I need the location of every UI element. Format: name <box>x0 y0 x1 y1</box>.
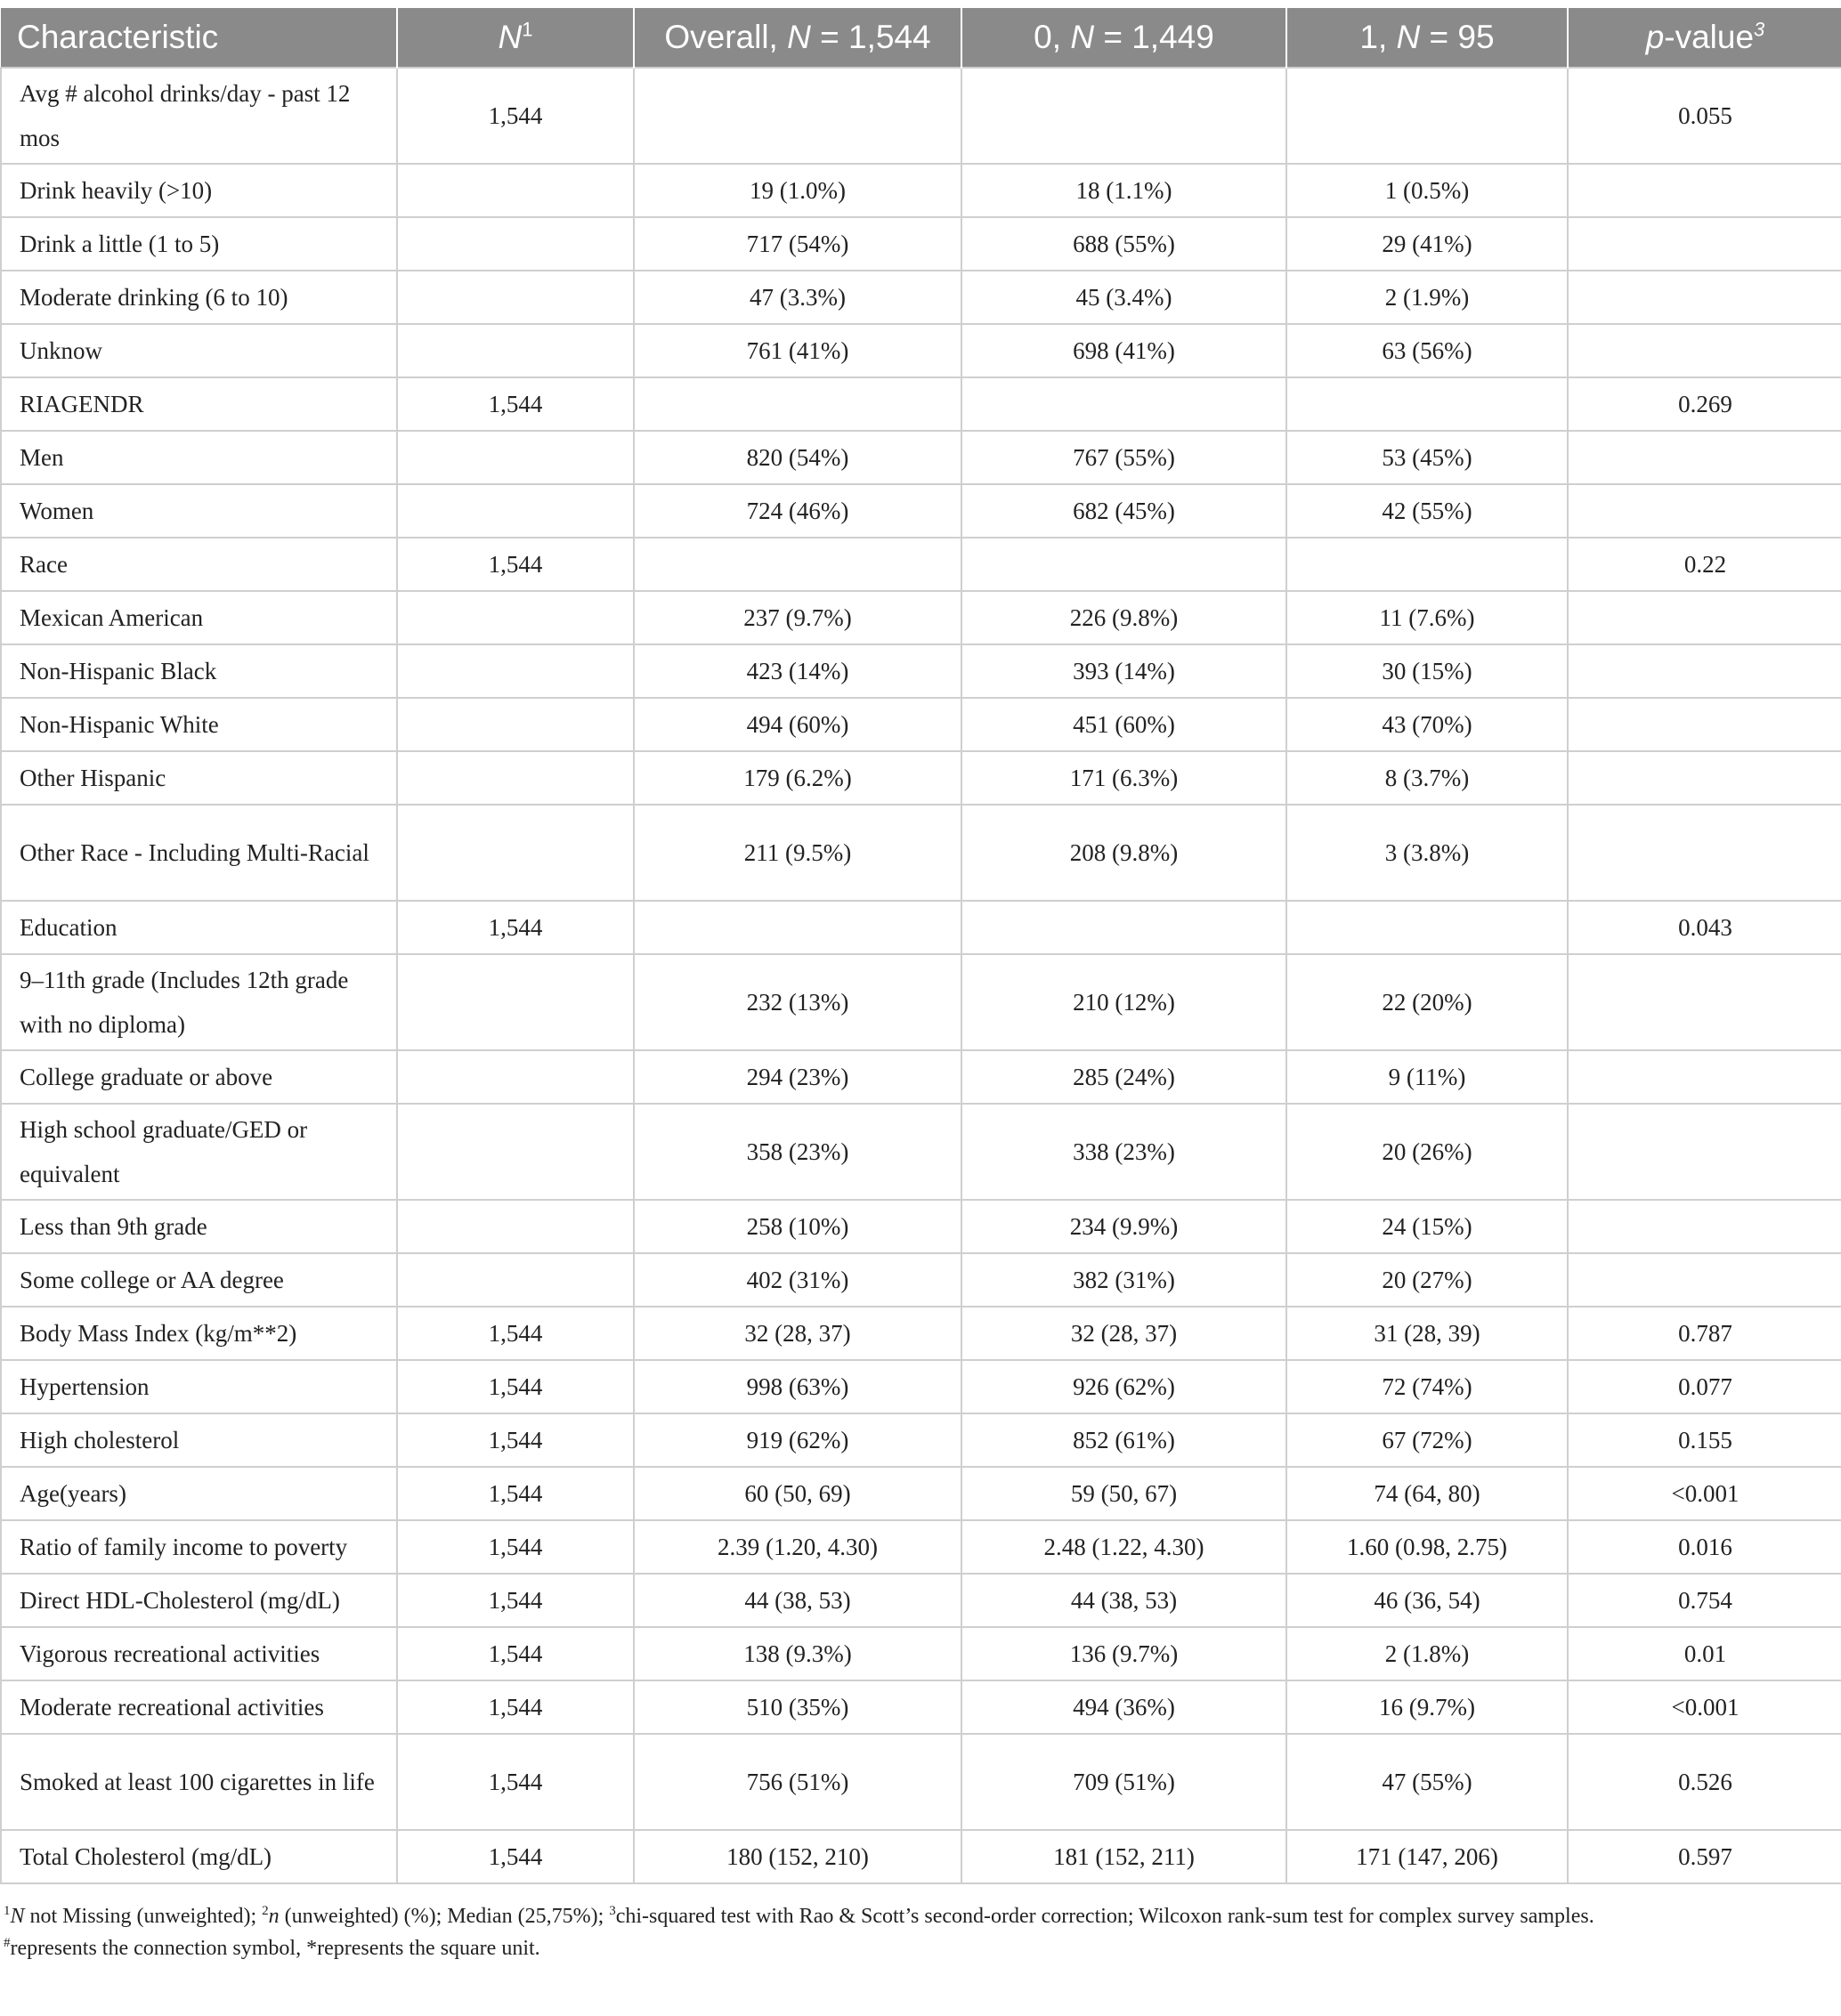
characteristics-table <box>0 8 1841 1884</box>
cell-characteristic: Other Race - Including Multi-Racial <box>1 805 397 901</box>
cell-group-0 <box>961 68 1286 164</box>
cell-overall <box>634 538 961 591</box>
cell-group-1: 72 (74%) <box>1286 1360 1568 1413</box>
table-row <box>1 751 1841 805</box>
cell-p-value: 0.077 <box>1568 1360 1841 1413</box>
table-row <box>1 1307 1841 1360</box>
cell-n <box>397 698 634 751</box>
cell-characteristic: College graduate or above <box>1 1050 397 1104</box>
table-row <box>1 644 1841 698</box>
cell-group-0: 18 (1.1%) <box>961 164 1286 217</box>
cell-characteristic: Moderate drinking (6 to 10) <box>1 271 397 324</box>
cell-n <box>397 324 634 377</box>
col-group-1: 1, N = 95 <box>1286 8 1568 68</box>
cell-group-0: 852 (61%) <box>961 1413 1286 1467</box>
cell-characteristic: Drink heavily (>10) <box>1 164 397 217</box>
cell-group-1 <box>1286 901 1568 954</box>
cell-p-value: 0.155 <box>1568 1413 1841 1467</box>
cell-group-0: 382 (31%) <box>961 1253 1286 1307</box>
table-row <box>1 1050 1841 1104</box>
cell-p-value <box>1568 1104 1841 1200</box>
cell-overall: 237 (9.7%) <box>634 591 961 644</box>
cell-p-value: 0.597 <box>1568 1830 1841 1883</box>
table-row <box>1 68 1841 164</box>
cell-group-0: 338 (23%) <box>961 1104 1286 1200</box>
col-n: $N^1$ <box>397 8 634 68</box>
cell-group-1: 1 (0.5%) <box>1286 164 1568 217</box>
cell-group-1: 42 (55%) <box>1286 484 1568 538</box>
table-row <box>1 805 1841 901</box>
table-row <box>1 538 1841 591</box>
cell-group-1: 2 (1.8%) <box>1286 1627 1568 1680</box>
cell-group-1 <box>1286 68 1568 164</box>
cell-characteristic: Body Mass Index (kg/m**2) <box>1 1307 397 1360</box>
cell-characteristic: Mexican American <box>1 591 397 644</box>
cell-group-0 <box>961 538 1286 591</box>
table-row <box>1 1574 1841 1627</box>
cell-group-0: 709 (51%) <box>961 1734 1286 1830</box>
cell-p-value: 0.22 <box>1568 538 1841 591</box>
cell-overall: 47 (3.3%) <box>634 271 961 324</box>
cell-group-0: 59 (50, 67) <box>961 1467 1286 1520</box>
cell-group-0: 44 (38, 53) <box>961 1574 1286 1627</box>
col-group-0: 0, N = 1,449 <box>961 8 1286 68</box>
cell-group-0: 181 (152, 211) <box>961 1830 1286 1883</box>
cell-group-1: 9 (11%) <box>1286 1050 1568 1104</box>
col-characteristic: Characteristic <box>1 8 397 68</box>
cell-group-1: 171 (147, 206) <box>1286 1830 1568 1883</box>
cell-characteristic: RIAGENDR <box>1 377 397 431</box>
cell-p-value <box>1568 644 1841 698</box>
footnote-line-1: $^1$N not Missing (unweighted); $^2$n (unweighted) (%); Median (25,75%); $^3$chi-squared test with Rao & Scott’s second-order correction; Wilcoxon rank-sum test for complex survey samples. <box>4 1904 1594 1928</box>
cell-group-0 <box>961 377 1286 431</box>
cell-overall: 402 (31%) <box>634 1253 961 1307</box>
cell-p-value <box>1568 698 1841 751</box>
cell-p-value <box>1568 751 1841 805</box>
table-row <box>1 271 1841 324</box>
cell-overall <box>634 901 961 954</box>
cell-n <box>397 591 634 644</box>
cell-group-1: 53 (45%) <box>1286 431 1568 484</box>
cell-overall: 717 (54%) <box>634 217 961 271</box>
col-overall: Overall, N = 1,544 <box>634 8 961 68</box>
cell-overall: 32 (28, 37) <box>634 1307 961 1360</box>
cell-characteristic: Avg # alcohol drinks/day - past 12 mos <box>1 68 397 164</box>
cell-overall: 423 (14%) <box>634 644 961 698</box>
table-row <box>1 698 1841 751</box>
cell-overall: 820 (54%) <box>634 431 961 484</box>
cell-group-1: 74 (64, 80) <box>1286 1467 1568 1520</box>
cell-overall: 258 (10%) <box>634 1200 961 1253</box>
table-row <box>1 1680 1841 1734</box>
table-row <box>1 1467 1841 1520</box>
footnote-line-2: #represents the connection symbol, *represents the square unit. <box>4 1936 540 1960</box>
cell-overall: 44 (38, 53) <box>634 1574 961 1627</box>
cell-group-0: 2.48 (1.22, 4.30) <box>961 1520 1286 1574</box>
cell-overall <box>634 68 961 164</box>
cell-n <box>397 217 634 271</box>
cell-p-value <box>1568 271 1841 324</box>
cell-characteristic: Some college or AA degree <box>1 1253 397 1307</box>
cell-group-0: 698 (41%) <box>961 324 1286 377</box>
cell-group-0: 210 (12%) <box>961 954 1286 1050</box>
cell-n: 1,544 <box>397 1413 634 1467</box>
table-header <box>1 8 1841 68</box>
cell-characteristic: Education <box>1 901 397 954</box>
cell-p-value: <0.001 <box>1568 1467 1841 1520</box>
cell-n: 1,544 <box>397 538 634 591</box>
cell-p-value <box>1568 1050 1841 1104</box>
cell-n <box>397 1050 634 1104</box>
cell-group-1: 16 (9.7%) <box>1286 1680 1568 1734</box>
cell-n: 1,544 <box>397 1520 634 1574</box>
cell-group-0: 926 (62%) <box>961 1360 1286 1413</box>
cell-characteristic: Other Hispanic <box>1 751 397 805</box>
cell-p-value <box>1568 805 1841 901</box>
cell-group-0: 171 (6.3%) <box>961 751 1286 805</box>
cell-group-0: 451 (60%) <box>961 698 1286 751</box>
cell-characteristic: 9–11th grade (Includes 12th grade with no diploma) <box>1 954 397 1050</box>
cell-overall <box>634 377 961 431</box>
cell-p-value <box>1568 1200 1841 1253</box>
table-row <box>1 1627 1841 1680</box>
cell-characteristic: Non-Hispanic White <box>1 698 397 751</box>
cell-characteristic: Age(years) <box>1 1467 397 1520</box>
cell-n: 1,544 <box>397 1734 634 1830</box>
cell-characteristic: Ratio of family income to poverty <box>1 1520 397 1574</box>
cell-group-1: 2 (1.9%) <box>1286 271 1568 324</box>
cell-n <box>397 1104 634 1200</box>
cell-n <box>397 484 634 538</box>
table-row <box>1 1104 1841 1200</box>
cell-characteristic: Race <box>1 538 397 591</box>
cell-n <box>397 1253 634 1307</box>
table-row <box>1 1734 1841 1830</box>
cell-p-value <box>1568 431 1841 484</box>
cell-characteristic: Non-Hispanic Black <box>1 644 397 698</box>
cell-n: 1,544 <box>397 1830 634 1883</box>
cell-group-1: 20 (26%) <box>1286 1104 1568 1200</box>
cell-group-0: 285 (24%) <box>961 1050 1286 1104</box>
cell-group-1: 46 (36, 54) <box>1286 1574 1568 1627</box>
cell-group-1 <box>1286 377 1568 431</box>
cell-group-1: 29 (41%) <box>1286 217 1568 271</box>
table-row <box>1 431 1841 484</box>
cell-characteristic: Unknow <box>1 324 397 377</box>
cell-group-1: 20 (27%) <box>1286 1253 1568 1307</box>
cell-overall: 358 (23%) <box>634 1104 961 1200</box>
cell-group-0: 682 (45%) <box>961 484 1286 538</box>
cell-overall: 724 (46%) <box>634 484 961 538</box>
cell-group-0: 494 (36%) <box>961 1680 1286 1734</box>
cell-group-0: 688 (55%) <box>961 217 1286 271</box>
cell-group-1: 11 (7.6%) <box>1286 591 1568 644</box>
table-row <box>1 954 1841 1050</box>
cell-characteristic: Men <box>1 431 397 484</box>
table-row <box>1 484 1841 538</box>
cell-group-0: 234 (9.9%) <box>961 1200 1286 1253</box>
cell-p-value: 0.043 <box>1568 901 1841 954</box>
cell-n: 1,544 <box>397 1467 634 1520</box>
table-row <box>1 1830 1841 1883</box>
cell-characteristic: Hypertension <box>1 1360 397 1413</box>
cell-n: 1,544 <box>397 1680 634 1734</box>
cell-overall: 138 (9.3%) <box>634 1627 961 1680</box>
cell-n <box>397 271 634 324</box>
cell-group-1: 47 (55%) <box>1286 1734 1568 1830</box>
cell-p-value <box>1568 954 1841 1050</box>
cell-characteristic: Direct HDL-Cholesterol (mg/dL) <box>1 1574 397 1627</box>
cell-n <box>397 431 634 484</box>
table-row <box>1 1360 1841 1413</box>
cell-characteristic: High cholesterol <box>1 1413 397 1467</box>
cell-p-value: 0.016 <box>1568 1520 1841 1574</box>
cell-n: 1,544 <box>397 901 634 954</box>
cell-characteristic: Total Cholesterol (mg/dL) <box>1 1830 397 1883</box>
cell-group-0: 767 (55%) <box>961 431 1286 484</box>
cell-overall: 761 (41%) <box>634 324 961 377</box>
cell-overall: 756 (51%) <box>634 1734 961 1830</box>
cell-p-value: 0.526 <box>1568 1734 1841 1830</box>
cell-group-0: 136 (9.7%) <box>961 1627 1286 1680</box>
cell-group-0: 32 (28, 37) <box>961 1307 1286 1360</box>
cell-group-1: 67 (72%) <box>1286 1413 1568 1467</box>
cell-p-value <box>1568 1253 1841 1307</box>
cell-overall: 998 (63%) <box>634 1360 961 1413</box>
cell-overall: 211 (9.5%) <box>634 805 961 901</box>
cell-n <box>397 954 634 1050</box>
cell-overall: 179 (6.2%) <box>634 751 961 805</box>
cell-group-1: 43 (70%) <box>1286 698 1568 751</box>
cell-p-value: 0.787 <box>1568 1307 1841 1360</box>
cell-overall: 180 (152, 210) <box>634 1830 961 1883</box>
cell-group-1 <box>1286 538 1568 591</box>
cell-overall: 494 (60%) <box>634 698 961 751</box>
cell-n <box>397 164 634 217</box>
cell-group-0 <box>961 901 1286 954</box>
cell-characteristic: Smoked at least 100 cigarettes in life <box>1 1734 397 1830</box>
cell-group-1: 30 (15%) <box>1286 644 1568 698</box>
cell-p-value: 0.055 <box>1568 68 1841 164</box>
cell-p-value <box>1568 324 1841 377</box>
cell-n: 1,544 <box>397 68 634 164</box>
table-row <box>1 591 1841 644</box>
cell-p-value <box>1568 591 1841 644</box>
cell-p-value: <0.001 <box>1568 1680 1841 1734</box>
cell-p-value: 0.01 <box>1568 1627 1841 1680</box>
cell-n: 1,544 <box>397 377 634 431</box>
cell-characteristic: Moderate recreational activities <box>1 1680 397 1734</box>
cell-group-1: 24 (15%) <box>1286 1200 1568 1253</box>
cell-group-1: 22 (20%) <box>1286 954 1568 1050</box>
cell-group-1: 1.60 (0.98, 2.75) <box>1286 1520 1568 1574</box>
cell-overall: 919 (62%) <box>634 1413 961 1467</box>
cell-n: 1,544 <box>397 1360 634 1413</box>
cell-characteristic: Less than 9th grade <box>1 1200 397 1253</box>
cell-n <box>397 751 634 805</box>
table-row <box>1 164 1841 217</box>
table-row <box>1 1253 1841 1307</box>
header-row <box>1 8 1841 68</box>
cell-n: 1,544 <box>397 1627 634 1680</box>
cell-p-value: 0.754 <box>1568 1574 1841 1627</box>
table-row <box>1 1520 1841 1574</box>
cell-n: 1,544 <box>397 1307 634 1360</box>
cell-p-value <box>1568 164 1841 217</box>
cell-overall: 60 (50, 69) <box>634 1467 961 1520</box>
cell-group-1: 63 (56%) <box>1286 324 1568 377</box>
cell-group-0: 208 (9.8%) <box>961 805 1286 901</box>
col-p-value: p-value$^3$ <box>1568 8 1841 68</box>
table-row <box>1 377 1841 431</box>
cell-n: 1,544 <box>397 1574 634 1627</box>
table-row <box>1 217 1841 271</box>
cell-group-0: 45 (3.4%) <box>961 271 1286 324</box>
cell-n <box>397 1200 634 1253</box>
cell-p-value <box>1568 484 1841 538</box>
cell-characteristic: Vigorous recreational activities <box>1 1627 397 1680</box>
table-row <box>1 324 1841 377</box>
cell-p-value: 0.269 <box>1568 377 1841 431</box>
cell-n <box>397 644 634 698</box>
cell-group-1: 3 (3.8%) <box>1286 805 1568 901</box>
cell-overall: 2.39 (1.20, 4.30) <box>634 1520 961 1574</box>
cell-group-1: 31 (28, 39) <box>1286 1307 1568 1360</box>
cell-overall: 294 (23%) <box>634 1050 961 1104</box>
cell-overall: 232 (13%) <box>634 954 961 1050</box>
footnotes <box>0 1884 1841 1964</box>
table-body <box>1 68 1841 1883</box>
cell-characteristic: Drink a little (1 to 5) <box>1 217 397 271</box>
table-row <box>1 901 1841 954</box>
cell-group-0: 393 (14%) <box>961 644 1286 698</box>
cell-p-value <box>1568 217 1841 271</box>
cell-group-1: 8 (3.7%) <box>1286 751 1568 805</box>
cell-characteristic: Women <box>1 484 397 538</box>
cell-n <box>397 805 634 901</box>
table-row <box>1 1200 1841 1253</box>
cell-overall: 19 (1.0%) <box>634 164 961 217</box>
table-row <box>1 1413 1841 1467</box>
cell-characteristic: High school graduate/GED or equivalent <box>1 1104 397 1200</box>
cell-overall: 510 (35%) <box>634 1680 961 1734</box>
cell-group-0: 226 (9.8%) <box>961 591 1286 644</box>
